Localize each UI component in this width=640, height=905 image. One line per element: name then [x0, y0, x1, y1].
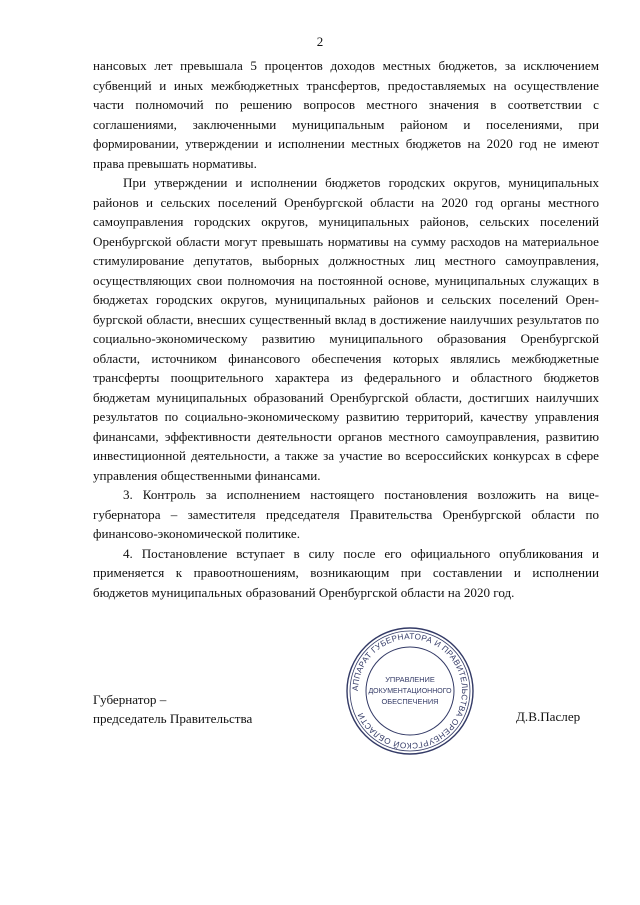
stamp-line-3: ОБЕСПЕЧЕНИЯ [381, 697, 439, 706]
official-stamp [344, 625, 476, 757]
signature-title-line-2: председатель Правительства [93, 711, 253, 726]
signature-title-line-1: Губернатор – [93, 692, 167, 707]
paragraph-control: 3. Контроль за исполнением настоящего постановления возложить на вице-губернатора – заместителя председателя Правительства Оренбургской области по финансово-экономической политике. [93, 487, 599, 541]
signature-title [93, 690, 252, 728]
paragraph-continuation: нансовых лет превышала 5 процентов доходов местных бюджетов, за исключением субвенций и иных межбюджетных трансфертов, предоставляемых на осуществление части полномочий по решению вопросов местного значения в соответствии с соглашениями, заключенными муниципальным районом и поселениями, при формировании, утверждении и исполнении местных бюджетов на 2020 год не имеют права превышать нормативы. [93, 58, 599, 171]
stamp-line-2: ДОКУМЕНТАЦИОННОГО [368, 688, 452, 695]
signatory-name: Д.В.Паслер [516, 709, 581, 724]
stamp-line-1: УПРАВЛЕНИЕ [385, 675, 435, 684]
stamp-ring-text: АППАРАТ ГУБЕРНАТОРА И ПРАВИТЕЛЬСТВА ОРЕНБУРГСКОЙ ОБЛАСТИ [350, 631, 470, 751]
paragraph-budget-norms: При утверждении и исполнении бюджетов городских округов, муниципальных районов и сельских поселений Оренбургской области на 2020 год органы местного самоуправления городских округов, муниципальных районов, сельских поселений Оренбургской области могут превышать нормативы на сумму расходов на материальное стимулирование депутатов, выборных должностных лиц местного самоуправления, осуществляющих свои полномочия на постоянной основе, муниципальных служащих в бюджетах городских округов, муниципальных районов и сельских поселений Оренбургской области, внесших существенный вклад в достижение наилучших результатов по социально-экономическому развитию муниципального образования Оренбургской области, источником финансового обеспечения которых являлись межбюджетные трансферты поощрительного характера из федерального и областного бюджетов бюджетам муниципальных образований Оренбургской области, достигших наилучших результатов по социально-экономическому развитию территорий, качеству управления финансами, эффективности деятельности органов местного самоуправления, развитию инвестиционной деятельности, а также за участие во всероссийских конкурсах в сфере управления общественными финансами. [93, 175, 599, 483]
page-number: 2 [316, 34, 324, 49]
document-body [93, 56, 599, 602]
paragraph-effective-date: 4. Постановление вступает в силу после его официального опубликования и применяется к правоотношениям, возникающим при составлении и исполнении бюджетов муниципальных образований Оренбургской области на 2020 год. [93, 545, 599, 600]
